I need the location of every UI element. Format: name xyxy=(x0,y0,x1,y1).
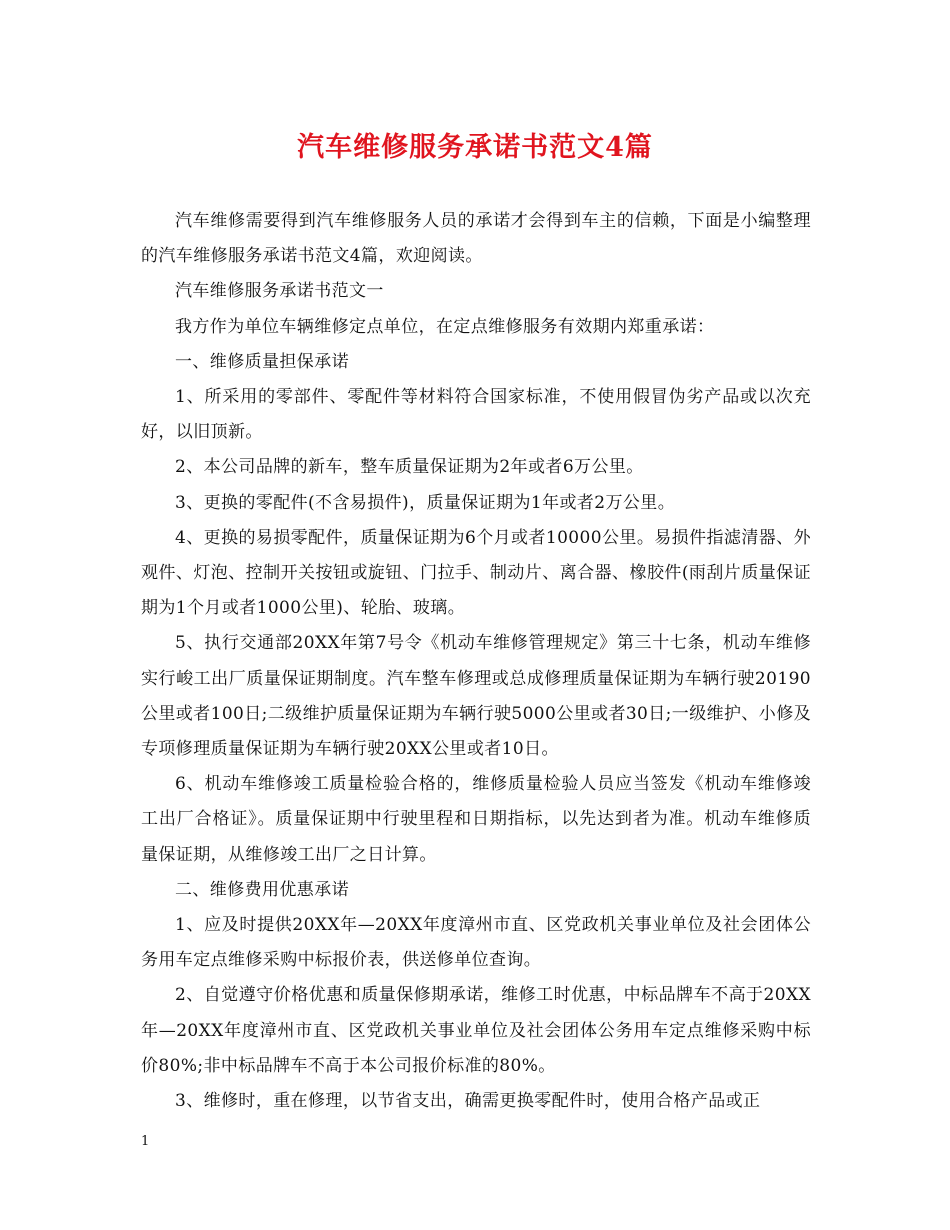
paragraph: 6、机动车维修竣工质量检验合格的，维修质量检验人员应当签发《机动车维修竣工出厂合格证》。质量保证期中行驶里程和日期指标，以先达到者为准。机动车维修质量保证期，从维修竣工出厂之日计算。 xyxy=(141,774,811,865)
paragraph: 我方作为单位车辆维修定点单位，在定点维修服务有效期内郑重承诺： xyxy=(175,316,715,337)
document-title: 汽车维修服务承诺书范文4篇 xyxy=(297,132,653,163)
paragraph: 汽车维修服务承诺书范文一 xyxy=(175,281,384,302)
paragraph: 3、维修时，重在修理，以节省支出，确需更换零配件时，使用合格产品或正 xyxy=(175,1091,761,1112)
paragraph: 3、更换的零配件(不含易损件)，质量保证期为1年或者2万公里。 xyxy=(175,492,676,513)
document-body xyxy=(141,204,811,1119)
paragraph: 2、本公司品牌的新车，整车质量保证期为2年或者6万公里。 xyxy=(175,457,644,478)
paragraph: 1、应及时提供20XX年—20XX年度漳州市直、区党政机关事业单位及社会团体公务用车定点维修采购中标报价表，供送修单位查询。 xyxy=(141,915,811,971)
paragraph: 2、自觉遵守价格优惠和质量保修期承诺，维修工时优惠，中标品牌车不高于20XX年—20XX年度漳州市直、区党政机关事业单位及社会团体公务用车定点维修采购中标价80%;非中标品牌车不高于本公司报价标准的80%。 xyxy=(141,985,811,1076)
paragraph: 4、更换的易损零配件，质量保证期为6个月或者10000公里。易损件指滤清器、外观件、灯泡、控制开关按钮或旋钮、门拉手、制动片、离合器、橡胶件(雨刮片质量保证期为1个月或者1000公里)、轮胎、玻璃。 xyxy=(141,527,811,619)
page-number: 1 xyxy=(141,1134,150,1149)
paragraph: 汽车维修需要得到汽车维修服务人员的承诺才会得到车主的信赖，下面是小编整理的汽车维修服务承诺书范文4篇，欢迎阅读。 xyxy=(141,211,811,267)
paragraph: 二、维修费用优惠承诺 xyxy=(175,879,349,900)
paragraph: 一、维修质量担保承诺 xyxy=(175,351,349,372)
paragraph: 5、执行交通部20XX年第7号令《机动车维修管理规定》第三十七条，机动车维修实行峻工出厂质量保证期制度。汽车整车修理或总成修理质量保证期为车辆行驶20190公里或者100日;二级维护质量保证期为车辆行驶5000公里或者30日;一级维护、小修及专项修理质量保证期为车辆行驶20XX公里或者10日。 xyxy=(141,633,811,760)
paragraph: 1、所采用的零部件、零配件等材料符合国家标准，不使用假冒伪劣产品或以次充好，以旧顶新。 xyxy=(141,387,811,443)
